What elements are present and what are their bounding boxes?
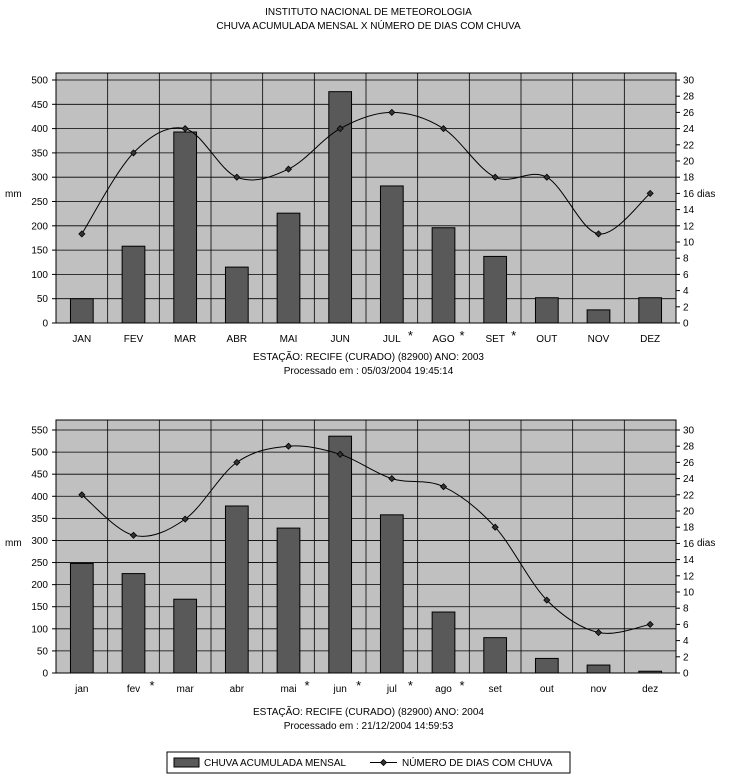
bar-abr	[225, 506, 248, 673]
y-left-axis-title: mm	[5, 189, 22, 200]
y-right-tick-label: 14	[683, 205, 695, 217]
processed-label-2004: Processado em : 21/12/2004 14:59:53	[283, 721, 454, 732]
x-category-label: jan	[75, 684, 89, 695]
y-right-tick-label: 10	[683, 237, 695, 249]
legend-bar-swatch	[174, 758, 199, 767]
x-category-label: NOV	[587, 334, 610, 345]
x-category-label: dez	[642, 684, 659, 695]
bar-mar	[174, 599, 197, 673]
y-right-tick-label: 28	[683, 441, 695, 453]
y-left-tick-label: 250	[31, 197, 48, 208]
y-right-tick-label: 2	[683, 652, 689, 664]
y-right-tick-label: 26	[683, 107, 695, 119]
chart-title: CHUVA ACUMULADA MENSAL X NÚMERO DE DIAS COM CHUVA	[216, 21, 521, 32]
y-right-tick-label: 20	[683, 506, 695, 518]
x-category-label: OUT	[536, 334, 558, 345]
bar-jan	[70, 563, 93, 673]
institution-title: INSTITUTO NACIONAL DE METEOROLOGIA	[265, 7, 472, 18]
bar-fev	[122, 246, 145, 323]
y-right-tick-label: 4	[683, 286, 689, 298]
x-category-label: jun	[333, 684, 347, 695]
y-left-tick-label: 400	[31, 124, 48, 136]
y-left-tick-label: 150	[31, 245, 48, 257]
y-right-tick-label: 0	[683, 318, 689, 330]
bar-jun	[329, 436, 352, 673]
y-left-tick-label: 0	[42, 668, 48, 680]
y-right-tick-label: 8	[683, 253, 689, 265]
x-category-label: ABR	[226, 334, 248, 345]
x-category-label: set	[488, 684, 502, 695]
y-right-tick-label: 24	[683, 124, 695, 136]
bar-nov	[587, 310, 610, 323]
y-right-tick-label: 12	[683, 221, 695, 233]
processed-label-2003: Processado em : 05/03/2004 19:45:14	[283, 366, 454, 377]
asterisk-marker: *	[459, 328, 465, 343]
bar-mar	[174, 132, 197, 323]
y-right-axis-title: dias	[697, 189, 716, 200]
y-right-tick-label: 10	[683, 587, 695, 599]
x-category-label: MAI	[279, 334, 298, 345]
y-right-tick-label: 26	[683, 457, 695, 469]
legend-line-label: NÚMERO DE DIAS COM CHUVA	[402, 758, 553, 769]
y-right-tick-label: 28	[683, 91, 695, 103]
x-category-label: SET	[485, 334, 505, 345]
y-left-tick-label: 350	[31, 513, 48, 525]
x-category-label: mar	[176, 684, 194, 695]
y-left-tick-label: 300	[31, 535, 48, 547]
bar-mai	[277, 528, 300, 673]
y-right-tick-label: 6	[683, 619, 689, 631]
y-left-tick-label: 500	[31, 75, 48, 87]
y-left-tick-label: 0	[42, 318, 48, 330]
y-right-tick-label: 18	[683, 172, 695, 184]
asterisk-marker: *	[149, 678, 155, 693]
y-right-tick-label: 22	[683, 140, 695, 152]
x-category-label: AGO	[432, 334, 455, 345]
asterisk-marker: *	[407, 328, 413, 343]
asterisk-marker: *	[511, 328, 517, 343]
bar-dez	[639, 298, 662, 323]
x-category-label: mai	[280, 684, 297, 695]
station-label-2003: ESTAÇÃO: RECIFE (CURADO) (82900) ANO: 2003	[253, 352, 484, 363]
bar-jul	[380, 186, 403, 323]
y-left-tick-label: 400	[31, 491, 48, 503]
y-right-tick-label: 30	[683, 425, 695, 437]
y-left-tick-label: 50	[36, 294, 48, 306]
y-right-tick-label: 22	[683, 490, 695, 502]
bar-abr	[225, 267, 248, 323]
bar-set	[484, 256, 507, 323]
y-left-tick-label: 350	[31, 148, 48, 160]
bar-jul	[380, 515, 403, 673]
y-right-tick-label: 18	[683, 522, 695, 534]
station-label-2004: ESTAÇÃO: RECIFE (CURADO) (82900) ANO: 2004	[253, 707, 484, 718]
x-category-label: jul	[386, 684, 397, 695]
y-left-tick-label: 550	[31, 425, 48, 437]
y-right-tick-label: 12	[683, 571, 695, 583]
bar-nov	[587, 665, 610, 673]
x-category-label: fev	[126, 684, 141, 695]
y-left-tick-label: 200	[31, 221, 48, 233]
y-right-tick-label: 30	[683, 75, 695, 87]
y-left-tick-label: 500	[31, 447, 48, 459]
y-right-tick-label: 8	[683, 603, 689, 615]
x-category-label: JUN	[330, 334, 350, 345]
y-left-tick-label: 450	[31, 469, 48, 481]
y-left-tick-label: 100	[31, 269, 48, 281]
y-right-tick-label: 14	[683, 555, 695, 567]
x-category-label: FEV	[123, 334, 144, 345]
x-category-label: DEZ	[640, 334, 661, 345]
y-right-tick-label: 20	[683, 156, 695, 168]
y-left-tick-label: 450	[31, 99, 48, 111]
y-left-tick-label: 50	[36, 646, 48, 658]
y-left-axis-title: mm	[5, 538, 22, 549]
x-category-label: nov	[590, 684, 607, 695]
y-right-tick-label: 6	[683, 269, 689, 281]
x-category-label: MAR	[174, 334, 197, 345]
legend-bar-label: CHUVA ACUMULADA MENSAL	[204, 758, 347, 769]
y-left-tick-label: 150	[31, 602, 48, 614]
y-left-tick-label: 200	[31, 580, 48, 592]
y-right-tick-label: 2	[683, 302, 689, 314]
y-right-tick-label: 4	[683, 636, 689, 648]
bar-fev	[122, 574, 145, 673]
bar-jan	[70, 299, 93, 323]
bar-ago	[432, 612, 455, 673]
y-left-tick-label: 100	[31, 624, 48, 636]
y-left-tick-label: 250	[31, 558, 48, 570]
y-right-tick-label: 16	[683, 538, 695, 550]
bar-set	[484, 638, 507, 673]
x-category-label: abr	[229, 684, 245, 695]
y-left-tick-label: 300	[31, 172, 48, 184]
asterisk-marker: *	[356, 678, 362, 693]
x-category-label: ago	[435, 684, 452, 695]
asterisk-marker: *	[407, 678, 413, 693]
y-right-axis-title: dias	[697, 538, 716, 549]
bar-ago	[432, 228, 455, 323]
y-right-tick-label: 0	[683, 668, 689, 680]
y-right-tick-label: 24	[683, 474, 695, 486]
asterisk-marker: *	[304, 678, 310, 693]
y-right-tick-label: 16	[683, 188, 695, 200]
bar-out	[535, 658, 558, 673]
bar-dez	[639, 671, 662, 673]
bar-out	[535, 298, 558, 323]
x-category-label: JAN	[72, 334, 92, 345]
x-category-label: out	[539, 684, 554, 695]
bar-mai	[277, 213, 300, 323]
x-category-label: JUL	[382, 334, 401, 345]
asterisk-marker: *	[459, 678, 465, 693]
